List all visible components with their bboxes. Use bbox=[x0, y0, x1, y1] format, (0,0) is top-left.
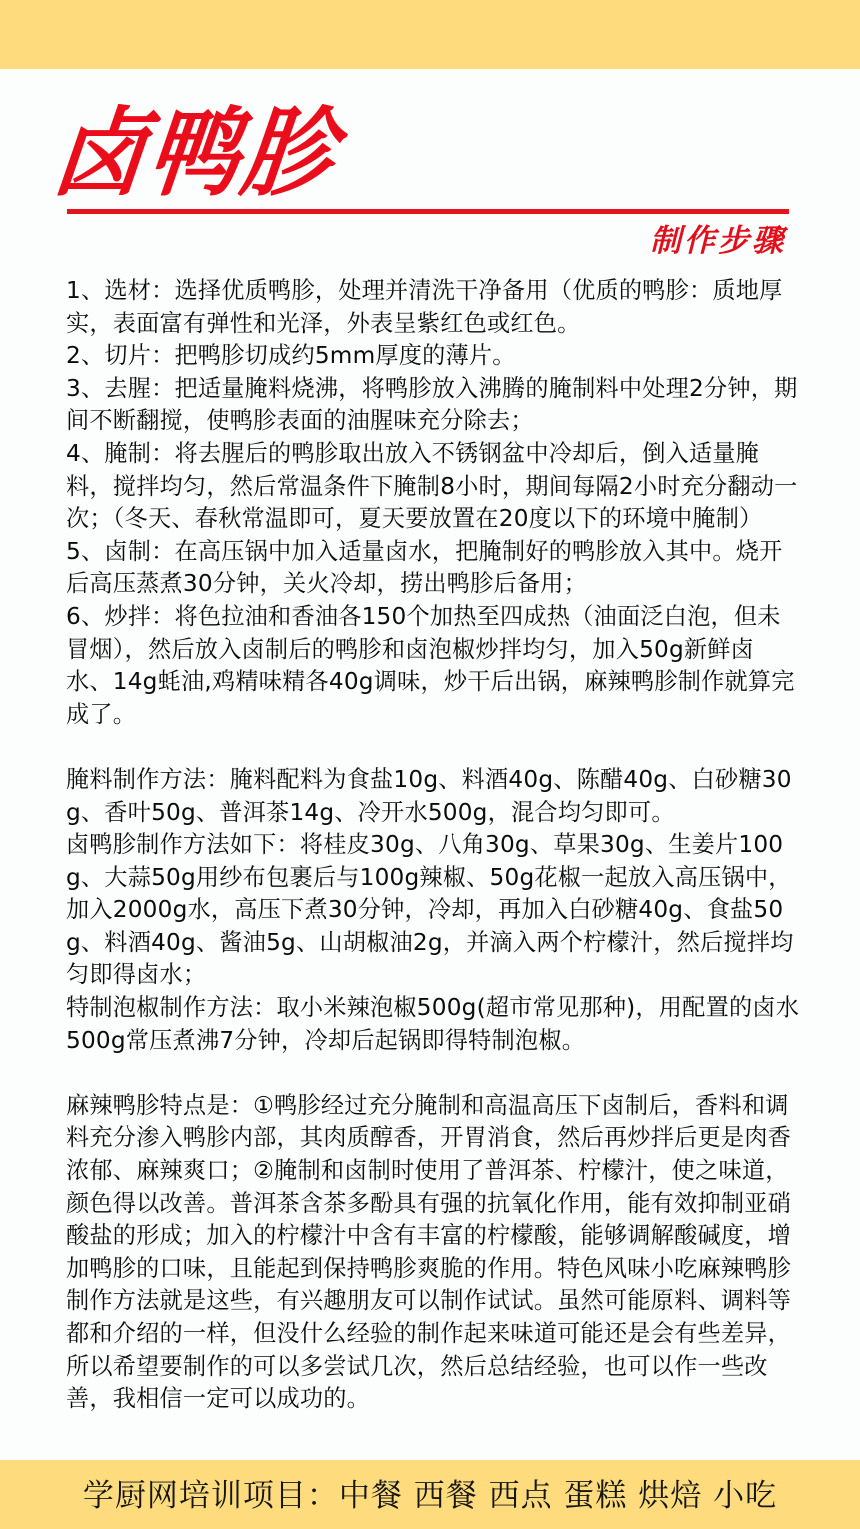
step-item: 3、去腥：把适量腌料烧沸，将鸭胗放入沸腾的腌制料中处理2分钟，期间不断翻搅，使鸭胗表面的油腥味充分除去； bbox=[66, 374, 798, 435]
recipes-section bbox=[66, 764, 800, 1057]
article-body bbox=[66, 275, 800, 1416]
recipe-item: 卤鸭胗制作方法如下：将桂皮30g、八角30g、草果30g、生姜片100g、大蒜50g用纱布包裹后与100g辣椒、50g花椒一起放入高压锅中，加入2000g水，高压下煮30分钟，冷却，再加入白砂糖40g、食盐50g、料酒40g、酱油5g、山胡椒油2g，并滴入两个柠檬汁，然后搅拌均匀即得卤水； bbox=[66, 831, 794, 989]
step-item: 2、切片：把鸭胗切成约5mm厚度的薄片。 bbox=[66, 342, 516, 370]
recipe-item: 腌料制作方法：腌料配料为食盐10g、料酒40g、陈醋40g、白砂糖30g、香叶50g、普洱茶14g、冷开水500g，混合均匀即可。 bbox=[66, 765, 792, 826]
step-item: 4、腌制：将去腥后的鸭胗取出放入不锈钢盆中冷却后，倒入适量腌料，搅拌均匀，然后常温条件下腌制8小时，期间每隔2小时充分翻动一次；（冬天、春秋常温即可，夏天要放置在20度以下的环境中腌制） bbox=[66, 439, 798, 533]
step-item: 6、炒拌：将色拉油和香油各150个加热至四成热（油面泛白泡，但未冒烟），然后放入卤制后的鸭胗和卤泡椒炒拌均匀，加入50g新鲜卤水、14g蚝油,鸡精味精各40g调味，炒干后出锅，麻辣鸭胗制作就算完成了。 bbox=[66, 602, 795, 728]
steps-section bbox=[66, 275, 800, 731]
step-item: 1、选材：选择优质鸭胗，处理并清洗干净备用（优质的鸭胗：质地厚实，表面富有弹性和光泽，外表呈紫红色或红色。 bbox=[66, 277, 783, 337]
features-section bbox=[66, 1090, 800, 1416]
section-spacer bbox=[66, 731, 800, 764]
page-subtitle: 制作步骤 bbox=[650, 223, 786, 259]
recipe-item: 特制泡椒制作方法：取小米辣泡椒500g(超市常见那种)，用配置的卤水500g常压煮沸7分钟，冷却后起锅即得特制泡椒。 bbox=[66, 994, 800, 1054]
features-paragraph: 麻辣鸭胗特点是：①鸭胗经过充分腌制和高温高压下卤制后，香料和调料充分渗入鸭胗内部，其肉质醇香，开胃消食，然后再炒拌后更是肉香浓郁、麻辣爽口；②腌制和卤制时使用了普洱茶、柠檬汁，使之味道，颜色得以改善。普洱茶含茶多酚具有强的抗氧化作用，能有效抑制亚硝酸盐的形成；加入的柠檬汁中含有丰富的柠檬酸，能够调解酸碱度，增加鸭胗的口味，且能起到保持鸭胗爽脆的作用。特色风味小吃麻辣鸭胗制作方法就是这些，有兴趣朋友可以制作试试。虽然可能原料、调料等都和介绍的一样，但没什么经验的制作起来味道可能还是会有些差异，所以希望要制作的可以多尝试几次，然后总结经验，也可以作一些改善，我相信一定可以成功的。 bbox=[66, 1091, 792, 1413]
step-item: 5、卤制：在高压锅中加入适量卤水，把腌制好的鸭胗放入其中。烧开后高压蒸煮30分钟，关火冷却，捞出鸭胗后备用； bbox=[66, 537, 783, 598]
footer-banner bbox=[0, 1460, 860, 1529]
page-title: 卤鸭胗 bbox=[48, 97, 342, 210]
section-spacer bbox=[66, 1057, 800, 1090]
footer-text: 学厨网培训项目：中餐 西餐 西点 蛋糕 烘焙 小吃 bbox=[82, 1478, 778, 1514]
top-banner bbox=[0, 0, 860, 69]
title-divider bbox=[67, 209, 789, 214]
